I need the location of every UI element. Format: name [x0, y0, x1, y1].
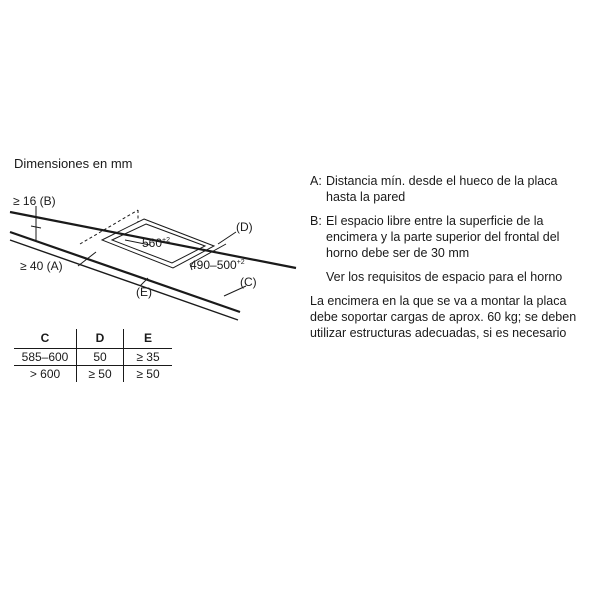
- note-a: [310, 173, 586, 205]
- table-row: [14, 349, 172, 366]
- label-d: (D): [236, 220, 253, 234]
- note-b: [310, 213, 586, 261]
- note-load: [310, 293, 586, 341]
- header-c: C: [14, 329, 77, 349]
- label-b: ≥ 16 (B): [13, 194, 56, 208]
- dimensions-table: [14, 329, 172, 382]
- note-oven-text: Ver los requisitos de espacio para el horno: [326, 270, 563, 284]
- note-a-text: Distancia mín. desde el hueco de la placa hasta la pared: [326, 174, 558, 204]
- note-load-text: La encimera en la que se va a montar la placa debe soportar cargas de aprox. 60 kg; se deben utilizar estructuras adecuadas, si es necesario: [310, 294, 577, 340]
- page-title: Dimensiones en mm: [14, 156, 133, 171]
- cutout-width-value: 560: [142, 236, 163, 250]
- label-c: (C): [240, 275, 257, 289]
- cutout-width-tolerance: +2: [162, 237, 171, 244]
- cell-e: ≥ 50: [124, 366, 173, 383]
- label-e: (E): [136, 285, 152, 299]
- header-d: D: [77, 329, 124, 349]
- cell-e: ≥ 35: [124, 349, 173, 366]
- a-leader-line: [78, 252, 96, 266]
- label-depth-range: [190, 258, 245, 272]
- depth-range-value: 490–500: [190, 258, 237, 272]
- cell-c: 585–600: [14, 349, 77, 366]
- note-oven: [310, 269, 586, 285]
- table-row: [14, 366, 172, 383]
- cell-d: 50: [77, 349, 124, 366]
- cell-c: > 600: [29, 367, 61, 381]
- label-cutout-width: [142, 236, 170, 250]
- note-b-key: B:: [310, 214, 322, 228]
- note-a-key: A:: [310, 174, 322, 188]
- notes-panel: [310, 173, 586, 349]
- cell-d: ≥ 50: [77, 366, 124, 383]
- note-b-text: El espacio libre entre la superficie de la encimera y la parte superior del frontal del horno debe ser de 30 mm: [326, 214, 560, 260]
- d-leader: [218, 232, 236, 244]
- header-e: E: [124, 329, 173, 349]
- table-header-row: [14, 329, 172, 349]
- depth-range-tolerance: +2: [236, 259, 245, 266]
- label-a: ≥ 40 (A): [20, 259, 63, 273]
